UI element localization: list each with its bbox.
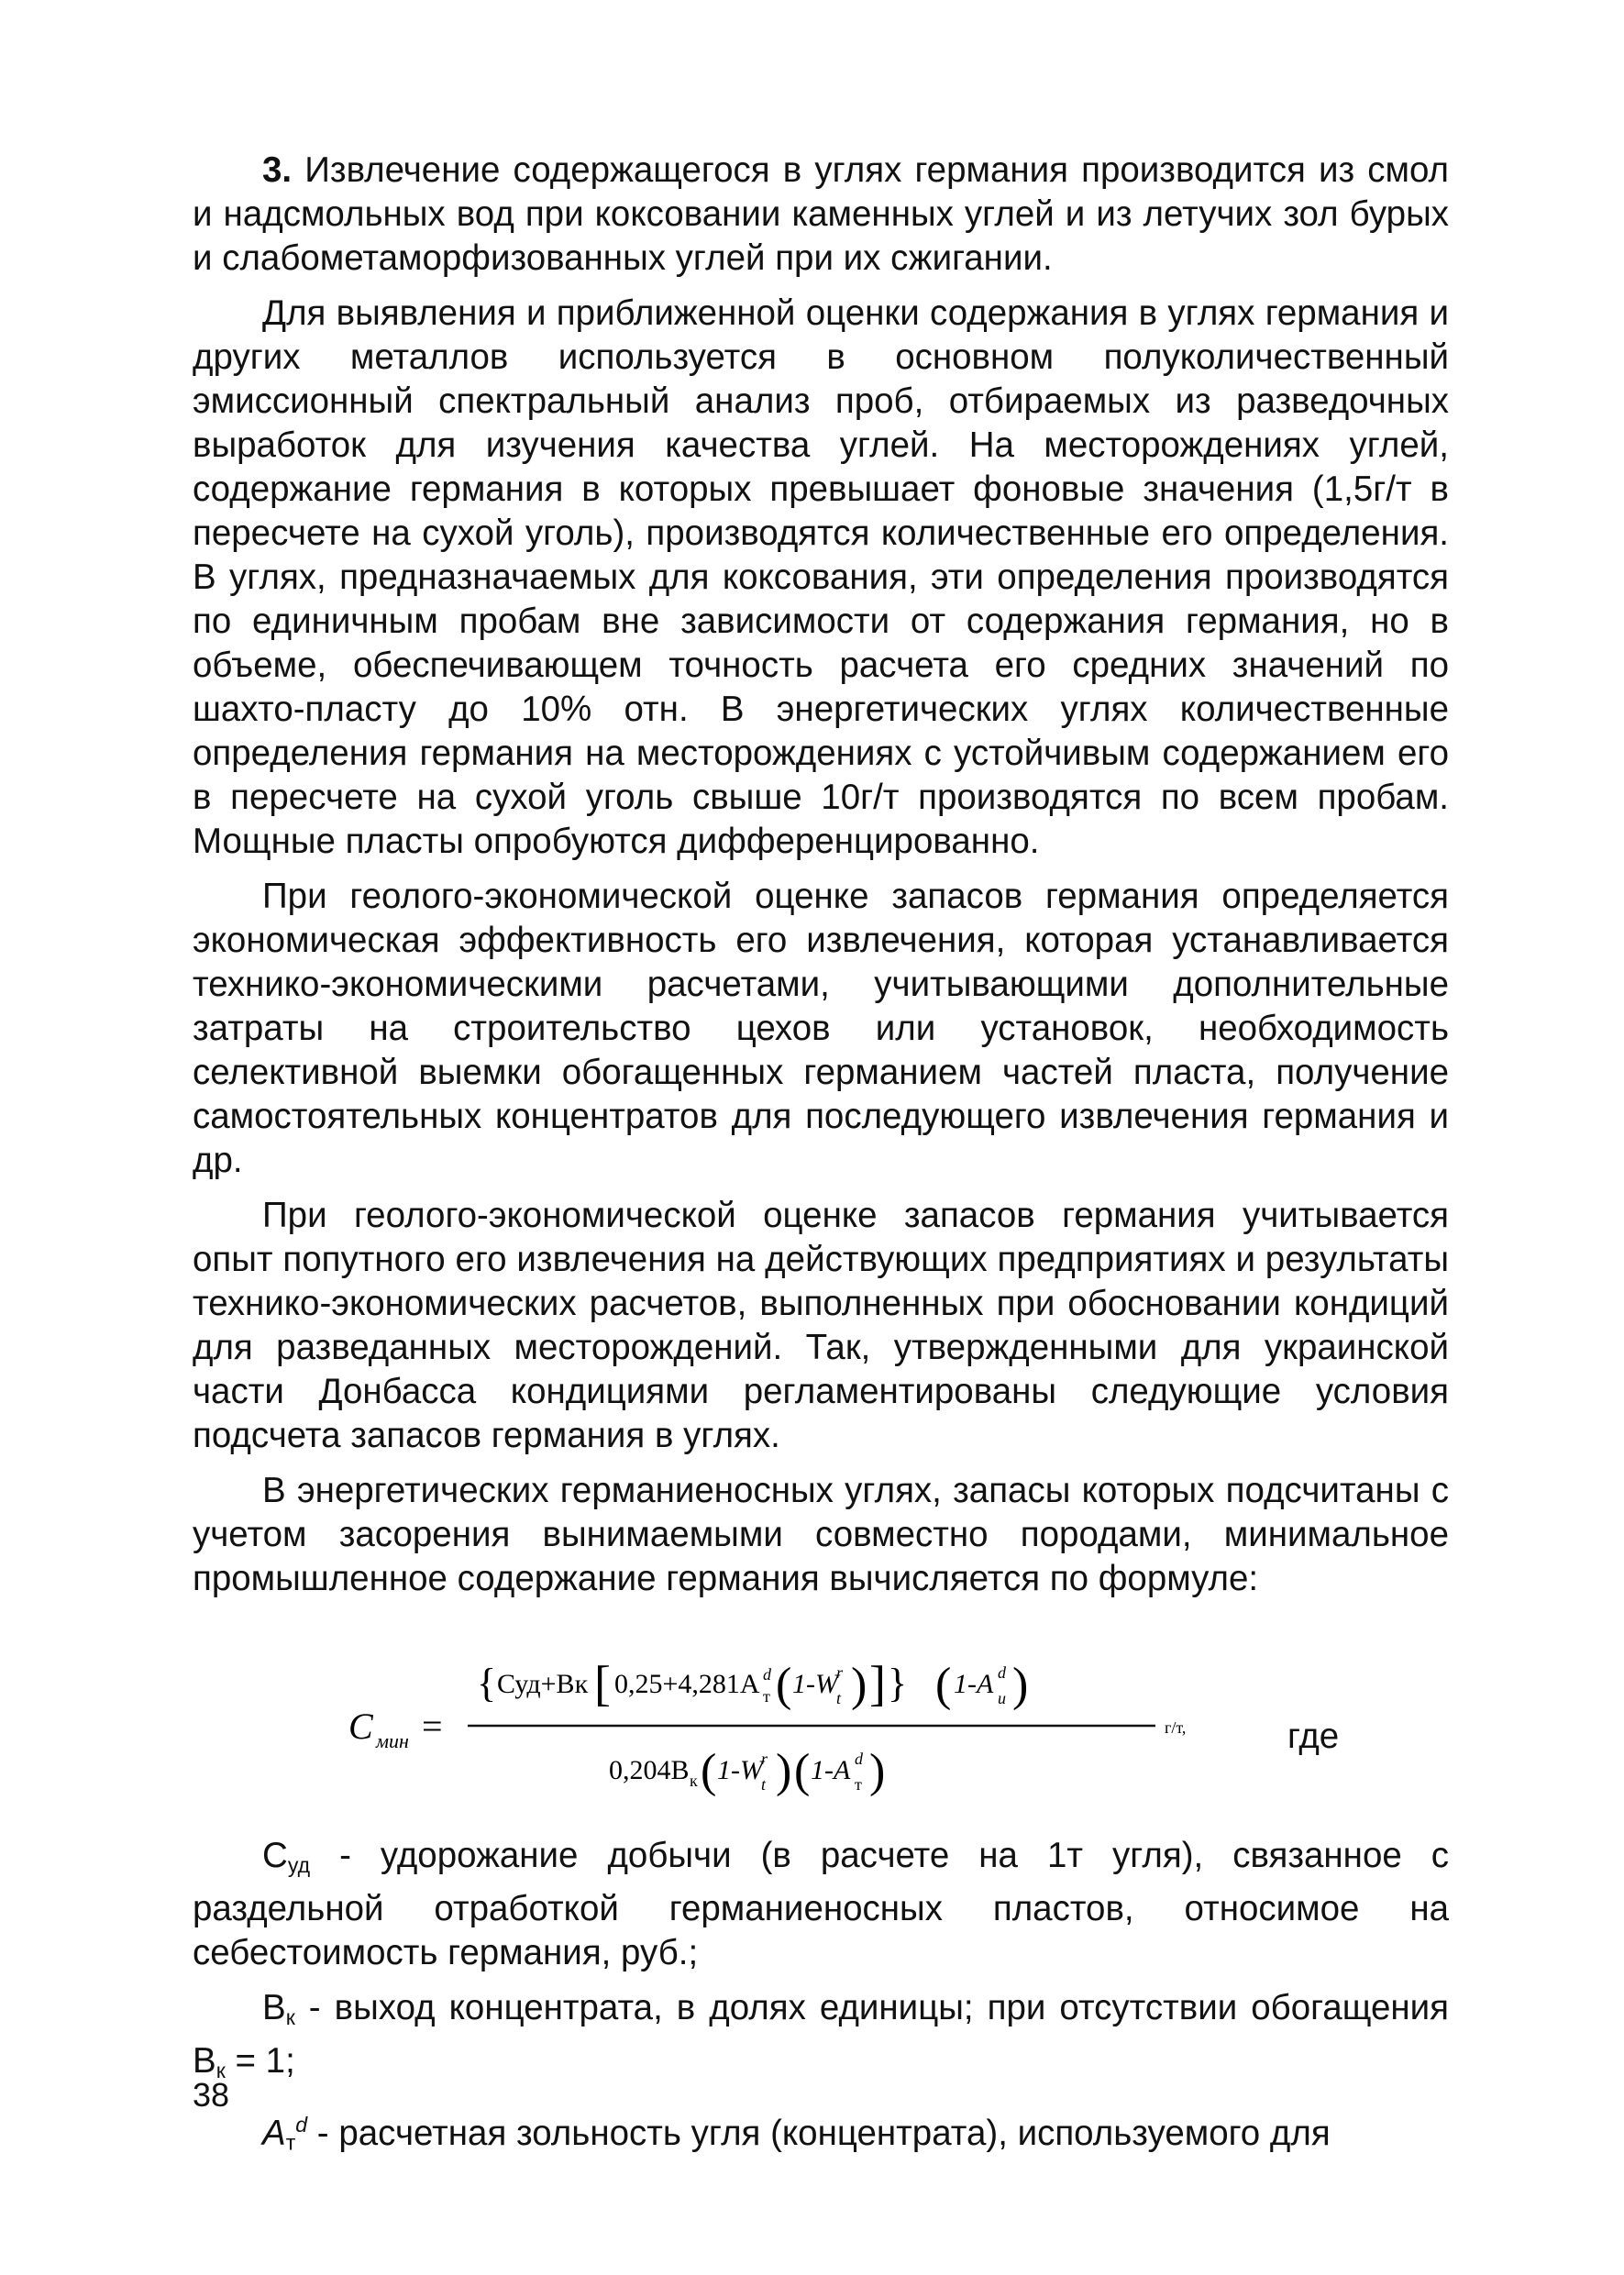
den-a-sub: т bbox=[855, 1775, 862, 1794]
paragraph-1 bbox=[193, 149, 1449, 281]
paren-left-w: ( bbox=[776, 1659, 792, 1711]
definitions bbox=[193, 1834, 1449, 2176]
formula-lhs: С bbox=[348, 1706, 373, 1747]
den-coeff-sub: к bbox=[690, 1772, 698, 1790]
num-w: 1-W bbox=[792, 1669, 838, 1699]
def-b-text-sub: к bbox=[215, 2058, 226, 2082]
den-w-sub: t bbox=[761, 1775, 767, 1794]
den-a-sup: d bbox=[855, 1750, 863, 1768]
formula-lhs-sub: мин bbox=[376, 1729, 409, 1752]
paren-right-a: ) bbox=[1012, 1659, 1029, 1711]
num-a: 1-A bbox=[954, 1669, 994, 1699]
body-text bbox=[193, 149, 1449, 1612]
den-coeff: 0,204В bbox=[609, 1755, 690, 1785]
bracket-right: ] bbox=[869, 1656, 886, 1711]
den-w-sup: r bbox=[761, 1750, 768, 1768]
def-a-sup: d bbox=[295, 2113, 308, 2137]
den-paren-left-w: ( bbox=[701, 1745, 717, 1797]
brace-left: { bbox=[477, 1661, 497, 1706]
paren-left-a: ( bbox=[935, 1659, 952, 1711]
den-paren-right-w: ) bbox=[776, 1745, 792, 1797]
num-term-1: Суд+Вк bbox=[497, 1669, 589, 1699]
definition-a bbox=[193, 2103, 1449, 2165]
def-a-symbol: А bbox=[262, 2114, 286, 2154]
den-w: 1-W bbox=[717, 1755, 763, 1785]
formula-svg bbox=[348, 1632, 1449, 1816]
def-c-sub: уд bbox=[287, 1852, 311, 1877]
num-coeff: 0,25+4,281A bbox=[614, 1669, 760, 1699]
page-number: 38 bbox=[193, 2076, 230, 2114]
paragraph-4: При геолого-экономической оценке запасов германия учитывается опыт попутного его извлечения на действующих предприятиях и результаты технико-экономических расчетов, выполненных при обосновании кондиций для разведанных месторождений. Так, утвержденными для украинской части Донбасса кондициями регламентированы следующие условия подсчета запасов германия в углях. bbox=[193, 1196, 1449, 1455]
definition-c bbox=[193, 1834, 1449, 1975]
def-a-text: - расчетная зольность угля (концентрата), используемого для bbox=[307, 2114, 1331, 2154]
num-coeff-sup: d bbox=[763, 1665, 771, 1684]
den-paren-left-a: ( bbox=[794, 1745, 811, 1797]
num-w-sub: t bbox=[836, 1689, 842, 1707]
formula-unit: г/т, bbox=[1165, 1718, 1187, 1737]
definition-b bbox=[193, 1986, 1449, 2093]
paragraph-3: При геолого-экономической оценке запасов германия определяется экономическая эффективность его извлечения, которая устанавливается технико-экономическими расчетами, учитывающими дополнительные затраты на строительство цехов или установок, необходимость селективной выемки обогащенных германием частей пласта, получение самостоятельных концентратов для последующего извлечения германия и др. bbox=[193, 877, 1449, 1180]
def-c-text: - удорожание добычи (в расчете на 1т угля), связанное с раздельной отработкой германиеносных пластов, относимое на себестоимость германия, руб.; bbox=[193, 1836, 1449, 1972]
den-paren-right-a: ) bbox=[869, 1745, 886, 1797]
paren-right-w: ) bbox=[851, 1659, 867, 1711]
paragraph-5: В энергетических германиеносных углях, запасы которых подсчитаны с учетом засорения вынимаемыми совместно породами, минимальное промышленное содержание германия вычисляется по формуле: bbox=[193, 1471, 1449, 1598]
section-number: 3. bbox=[262, 150, 293, 190]
min-content-formula bbox=[348, 1632, 1449, 1816]
den-a: 1-A bbox=[811, 1755, 851, 1785]
formula-where: где bbox=[1287, 1717, 1340, 1756]
formula-equals: = bbox=[422, 1706, 443, 1747]
num-coeff-sub: т bbox=[763, 1687, 770, 1706]
paragraph-1-text: Извлечение содержащегося в углях германия производится из смол и надсмольных вод при коксовании каменных углей и из летучих зол бурых и слабометаморфизованных углей при их сжигании. bbox=[193, 150, 1449, 278]
num-w-sup: r bbox=[836, 1663, 844, 1682]
bracket-left: [ bbox=[594, 1656, 611, 1711]
def-c-symbol: С bbox=[262, 1836, 288, 1875]
def-b-sub: к bbox=[285, 2004, 295, 2029]
num-a-sub: и bbox=[998, 1689, 1006, 1707]
paragraph-2: Для выявления и приближенной оценки содержания в углях германия и других металлов используется в основном полуколичественный эмиссионный спектральный анализ проб, отбираемых из разведочных выработок для изучения качества углей. На месторождениях углей, содержание германия в которых превышает фоновые значения (1,5г/т в пересчете на сухой уголь), производятся количественные его определения. В углях, предназначаемых для коксования, эти определения производятся по единичным пробам вне зависимости от содержания германия, но в объеме, обеспечивающем точность расчета его средних значений по шахто-пласту до 10% отн. В энергетических углях количественные определения германия на месторождениях с устойчивым содержанием его в пересчете на сухой уголь свыше 10г/т производятся по всем пробам. Мощные пласты опробуются дифференцированно. bbox=[193, 293, 1449, 861]
def-b-text: - выход концентрата, в долях единицы; при отсутствии обогащения В bbox=[193, 1987, 1449, 2081]
brace-right: } bbox=[888, 1661, 908, 1706]
def-b-text-end: = 1; bbox=[225, 2040, 295, 2081]
def-a-sub: т bbox=[285, 2130, 296, 2155]
num-a-sup: d bbox=[998, 1663, 1006, 1682]
def-b-symbol: В bbox=[262, 1987, 286, 2027]
